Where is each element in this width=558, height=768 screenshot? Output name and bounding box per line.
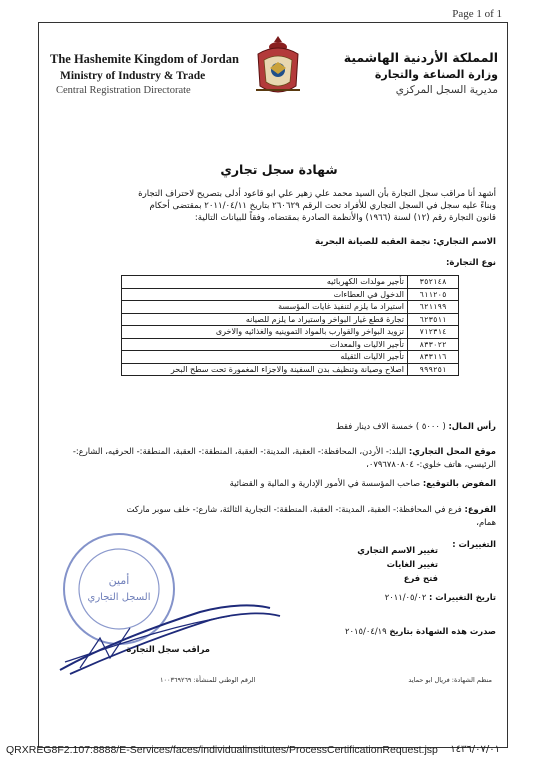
header-directorate-ar: مديرية السجل المركزي	[395, 84, 498, 96]
activity-row	[122, 326, 459, 339]
activities-table	[121, 275, 459, 376]
activity-code: ٣٥٢١٤٨	[408, 276, 459, 289]
signatory-value: صاحب المؤسسة في الأمور الإدارية و المالية و القضائية	[229, 478, 421, 488]
header-directorate-en: Central Registration Directorate	[56, 85, 191, 96]
signature-icon	[40, 598, 290, 678]
stamp-line-1: أمين	[108, 574, 130, 587]
trade-name-label: الاسم التجاري:	[433, 237, 496, 247]
activity-code: ٨٣٣١١٦	[408, 351, 459, 364]
issue-row	[345, 626, 496, 637]
page-number: Page 1 of 1	[452, 8, 502, 20]
activity-description: تزويد البواخر والقوارب بالمواد التموينيه والغذائيه والاخرى	[122, 326, 408, 339]
activity-code: ٦٢٣٥١١	[408, 313, 459, 326]
issue-value: ٢٠١٥/٠٤/١٩	[345, 626, 387, 636]
activity-row	[122, 288, 459, 301]
activity-description: تأجير الاليات والمعدات	[122, 338, 408, 351]
location-line-2: الرئيسي، هاتف خلوي:- ٠٧٩٦٧٨٠٨٠٤،	[366, 459, 496, 469]
changes-date-label: تاريخ التغييرات :	[429, 592, 496, 602]
activity-description: تأجير الاليات الثقيله	[122, 351, 408, 364]
jordan-emblem-icon	[252, 32, 304, 98]
certificate-organizer: منظم الشهادة: فريال ابو حمايد	[408, 676, 492, 684]
activity-description: اصلاح وصيانة وتنظيف بدن السفينة والاجزاء المغمورة تحت سطح البحر	[122, 363, 408, 376]
capital-row	[336, 421, 496, 432]
national-id: الرقم الوطني للمنشأة: ١٠٠٣٦٩٢٦٩	[160, 676, 256, 684]
activity-description: استيراد ما يلزم لتنفيذ غايات المؤسسة	[122, 301, 408, 314]
changes-date-row	[385, 592, 496, 603]
location-line-1: البلد:- الأردن، المحافظة:- العقبة، المدينة:- العقبة، المنطقة:- العقبة، المنطقة:- الحرفيه، الشارع:-	[72, 446, 407, 456]
header-ministry-en: Ministry of Industry & Trade	[60, 70, 206, 82]
intro-line-2: وبناءً عليه سجل في السجل التجاري للأفراد تحت الرقم ٢٦٠٦٢٩ بتاريخ ٢٠١١/٠٤/١١ بمقتضى أحكام	[149, 201, 496, 211]
capital-value: ( ٥٠٠٠ ) خمسة الاف دينار فقط	[336, 421, 446, 431]
header-country-ar: المملكة الأردنية الهاشمية	[343, 50, 498, 65]
controller-label: مراقب سجل التجارة	[126, 644, 210, 654]
print-date: ١٤٣٦/٠٧/٠١	[450, 744, 500, 755]
signatory-row	[66, 478, 496, 489]
location-row-1	[66, 446, 496, 457]
stamp-line-2: السجل التجاري	[87, 592, 151, 603]
location-label: موقع المحل التجاري:	[408, 446, 496, 456]
activity-row	[122, 276, 459, 289]
certificate-title: شهادة سجل تجاري	[220, 162, 338, 177]
activity-code: ٨٣٣٠٢٢	[408, 338, 459, 351]
activity-code: ٦١١٢٠٥	[408, 288, 459, 301]
branches-label: الفروع:	[464, 504, 496, 514]
intro-line-3: قانون التجارة رقم (١٢) لسنة (١٩٦٦) والأنظمة الصادرة بمقتضاه، وفقاً للبيانات التالية:	[194, 213, 496, 223]
change-item: فتح فرع	[403, 573, 438, 583]
capital-label: رأس المال:	[448, 421, 496, 431]
activity-row	[122, 338, 459, 351]
issue-label: صدرت هذه الشهادة بتاريخ	[389, 626, 496, 636]
trade-name-value: نجمة العقبه للصيانة البحرية	[315, 237, 431, 247]
activity-description: تجارة قطع غيار البواخر واستيراد ما يلزم للصيانه	[122, 313, 408, 326]
trade-name-row	[76, 237, 496, 248]
activity-row	[122, 301, 459, 314]
activity-description: الدخول في العطاءات	[122, 288, 408, 301]
activity-row	[122, 351, 459, 364]
trade-type-label: نوع التجارة:	[445, 258, 496, 268]
changes-date-value: ٢٠١١/٠٥/٠٢	[384, 592, 427, 602]
page-url: QRXREG8F2.107:8888/E-Services/faces/individualinstitutes/ProcessCertificationRequest.jsp	[6, 744, 438, 756]
activity-description: تأجير مولدات الكهربائيه	[122, 276, 408, 289]
header-country-en: The Hashemite Kingdom of Jordan	[50, 52, 239, 66]
changes-label: التغييرات :	[452, 539, 496, 549]
signatory-label: المفوض بالتوقيع:	[422, 478, 496, 488]
branches-row	[66, 504, 496, 515]
branches-line-2: همام،	[476, 517, 496, 527]
activity-code: ٩٩٩٢٥١	[408, 363, 459, 376]
change-item: تغيير الاسم التجاري	[357, 545, 438, 555]
intro-line-1: أشهد أنا مراقب سجل التجارة بأن السيد محمد علي زهير علي ابو قاعود أدلى بتصريح لاحتراف التجارة	[138, 189, 496, 199]
activity-code: ٦٢١١٩٩	[408, 301, 459, 314]
activity-row	[122, 313, 459, 326]
activity-row	[122, 363, 459, 376]
branches-line-1: فرع في المحافظة:- العقبة، المدينة:- العقبة، المنطقة:- التجارية الثالثة، شارع:- خلف سوبر ماركت	[126, 504, 462, 514]
activity-code: ٧١٢٣١٤	[408, 326, 459, 339]
change-item: تغيير الغايات	[386, 559, 438, 569]
header-ministry-ar: وزارة الصناعة والتجارة	[374, 68, 498, 81]
